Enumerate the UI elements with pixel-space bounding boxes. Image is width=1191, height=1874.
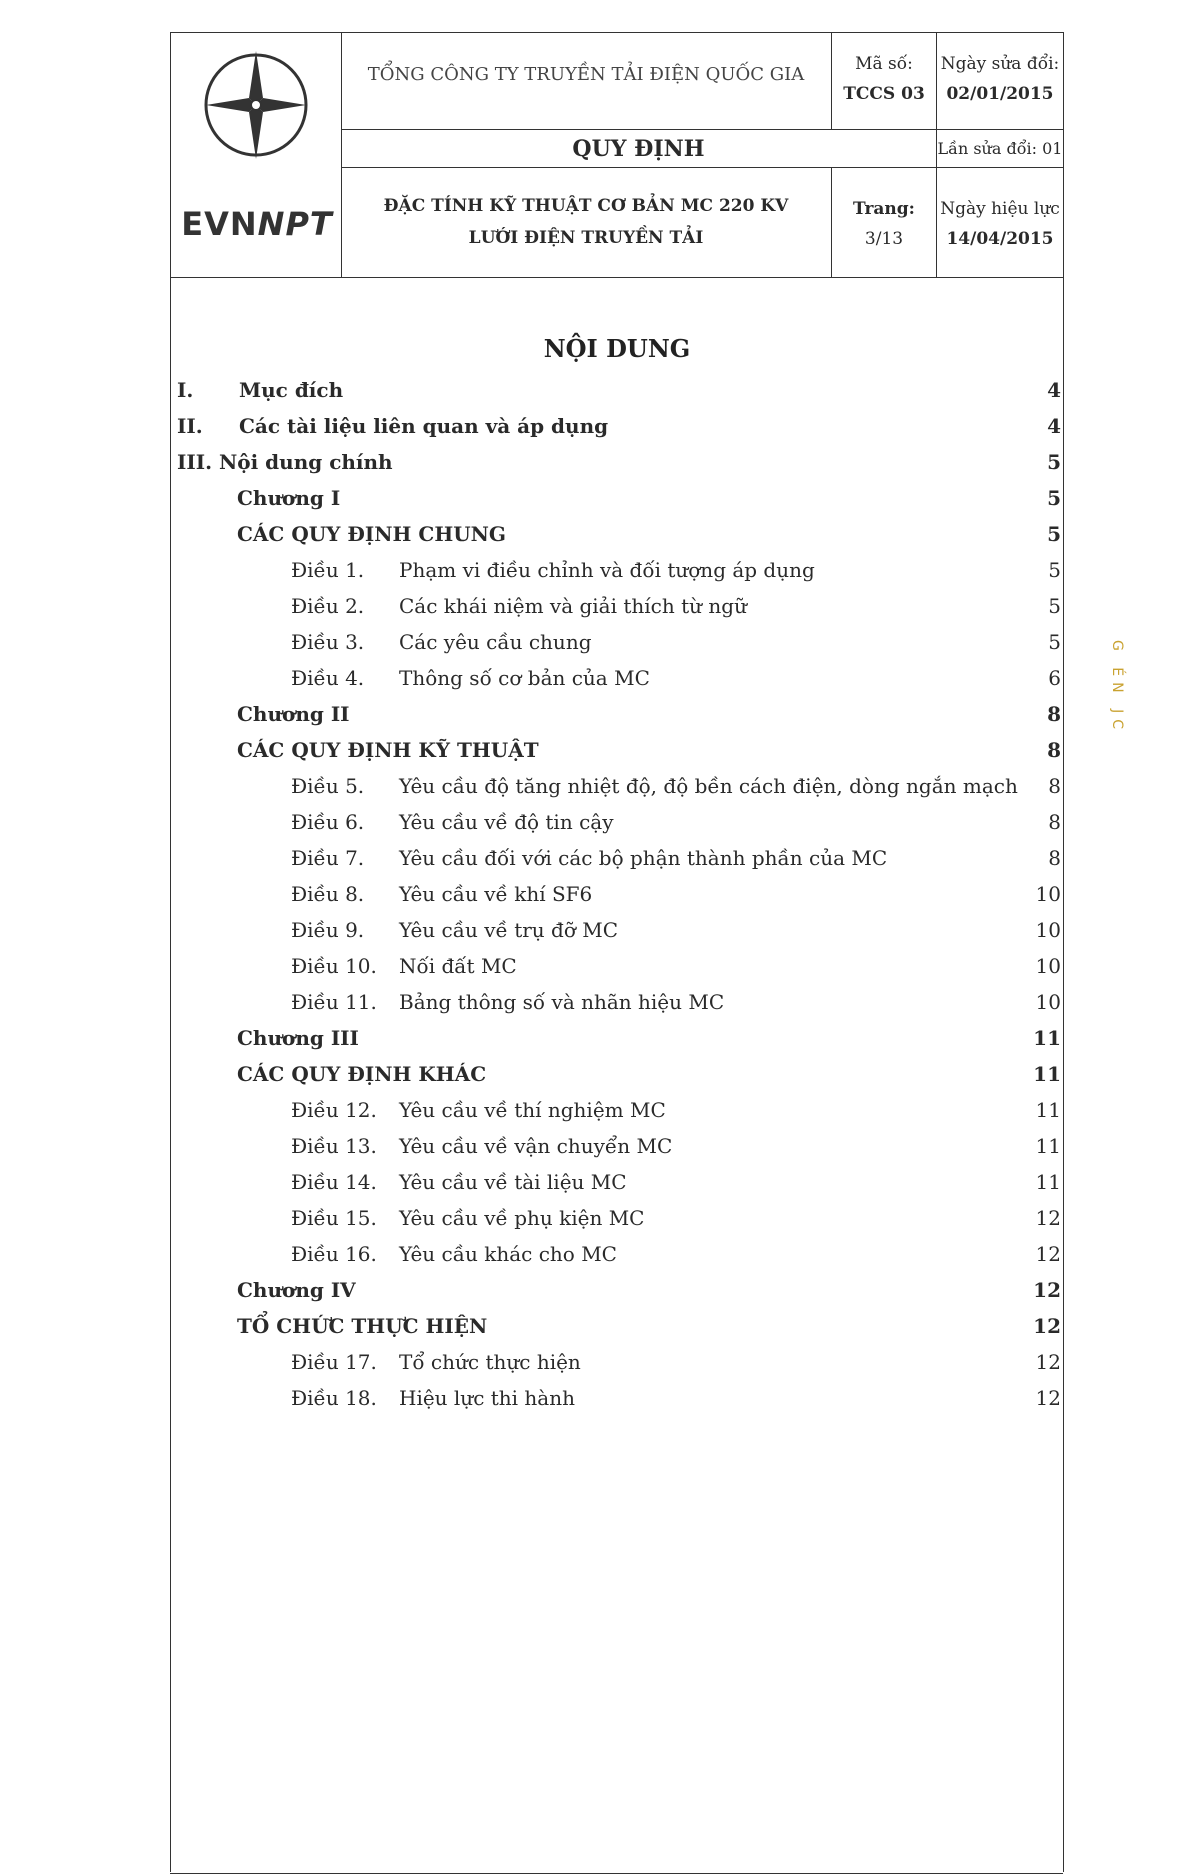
- toc-entry-text: [291, 1344, 581, 1380]
- toc-entry-page: 10: [1035, 990, 1061, 1014]
- toc-entry-title: Yêu cầu về vận chuyển MC: [399, 1134, 673, 1158]
- toc-entry-prefix: Điều 11.: [291, 990, 377, 1014]
- toc-entry[interactable]: [171, 516, 1063, 552]
- toc-entry-text: [291, 804, 614, 840]
- document-header-table: [171, 32, 1063, 278]
- toc-entry-title: Yêu cầu về thí nghiệm MC: [399, 1098, 666, 1122]
- toc-entry-prefix: Điều 4.: [291, 666, 365, 690]
- toc-entry-page: 5: [1047, 486, 1061, 510]
- toc-entry-page: 12: [1035, 1242, 1061, 1266]
- toc-entry-prefix: Điều 14.: [291, 1170, 377, 1194]
- toc-entry-title: Chương II: [237, 702, 350, 726]
- toc-entry-page: 10: [1035, 882, 1061, 906]
- toc-entry[interactable]: [171, 876, 1063, 912]
- toc-entry[interactable]: [171, 1020, 1063, 1056]
- toc-entry[interactable]: [171, 408, 1063, 444]
- toc-entry-prefix: Điều 16.: [291, 1242, 377, 1266]
- logo-wordmark: EVNNPT: [181, 205, 333, 243]
- toc-entry-page: 12: [1033, 1314, 1061, 1338]
- toc-entry-page: 5: [1047, 450, 1061, 474]
- toc-entry-page: 8: [1048, 810, 1061, 834]
- toc-entry-page: 5: [1048, 594, 1061, 618]
- toc-entry[interactable]: [171, 1380, 1063, 1416]
- toc-entry-title: Nối đất MC: [399, 954, 517, 978]
- toc-entry-title: Yêu cầu độ tăng nhiệt độ, độ bền cách điện, dòng ngắn mạch: [399, 774, 1018, 798]
- toc-entry[interactable]: [171, 624, 1063, 660]
- compass-star-logo-icon: [201, 43, 311, 193]
- code-cell: [831, 33, 936, 129]
- toc-entry-text: [291, 1128, 672, 1164]
- toc-entry-page: 11: [1033, 1062, 1061, 1086]
- toc-entry-text: [237, 516, 506, 552]
- toc-entry-text: [237, 480, 340, 516]
- toc-entry-page: 11: [1033, 1026, 1061, 1050]
- toc-entry-text: [237, 1308, 487, 1344]
- toc-entry-prefix: Điều 9.: [291, 918, 365, 942]
- revision-date-value: 02/01/2015: [946, 84, 1054, 104]
- toc-entry-title: Tổ chức thực hiện: [399, 1350, 581, 1374]
- toc-entry[interactable]: [171, 732, 1063, 768]
- toc-entry-text: [177, 408, 608, 444]
- document-type: QUY ĐỊNH: [341, 129, 936, 167]
- document-title: [341, 167, 831, 277]
- toc-entry-page: 12: [1033, 1278, 1061, 1302]
- toc-entry-title: Yêu cầu về khí SF6: [399, 882, 593, 906]
- toc-title: NỘI DUNG: [543, 334, 691, 363]
- toc-entry-prefix: Điều 12.: [291, 1098, 377, 1122]
- toc-entry-prefix: Điều 6.: [291, 810, 365, 834]
- toc-entry-text: [291, 552, 815, 588]
- toc-entry-title: Chương I: [237, 486, 341, 510]
- toc-entry-prefix: Điều 15.: [291, 1206, 377, 1230]
- toc-entry-title: Phạm vi điều chỉnh và đối tượng áp dụng: [399, 558, 815, 582]
- toc-entry-page: 12: [1035, 1206, 1061, 1230]
- toc-entry-page: 11: [1035, 1098, 1061, 1122]
- toc-entry-text: [237, 696, 350, 732]
- toc-entry[interactable]: [171, 1056, 1063, 1092]
- toc-entry-page: 6: [1048, 666, 1061, 690]
- toc-entry[interactable]: [171, 1200, 1063, 1236]
- toc-entry[interactable]: [171, 984, 1063, 1020]
- toc-entry-page: 4: [1047, 378, 1061, 402]
- toc-entry[interactable]: [171, 912, 1063, 948]
- toc-entry-prefix: Điều 2.: [291, 594, 365, 618]
- toc-entry-page: 10: [1035, 954, 1061, 978]
- revision-number: Lần sửa đổi: 01: [936, 129, 1063, 167]
- toc-entry-page: 8: [1048, 774, 1061, 798]
- toc-entry-page: 8: [1047, 738, 1061, 762]
- toc-entry-prefix: Điều 17.: [291, 1350, 377, 1374]
- document-title-line1: ĐẶC TÍNH KỸ THUẬT CƠ BẢN MC 220 KV: [383, 196, 789, 216]
- toc-entry-page: 5: [1048, 558, 1061, 582]
- toc-entry-text: [237, 1020, 359, 1056]
- toc-entry-title: Chương III: [237, 1026, 359, 1050]
- toc-entry-prefix: II.: [177, 414, 203, 438]
- toc-entry-prefix: Điều 13.: [291, 1134, 377, 1158]
- effective-date-label: Ngày hiệu lực: [940, 199, 1060, 219]
- toc-entry-text: [291, 984, 724, 1020]
- toc-entry-prefix: Điều 8.: [291, 882, 365, 906]
- toc-entry[interactable]: [171, 1272, 1063, 1308]
- page-cell: [831, 167, 936, 277]
- toc-entry[interactable]: [171, 1164, 1063, 1200]
- toc-entry-text: [291, 840, 887, 876]
- toc-entry-title: Yêu cầu về phụ kiện MC: [399, 1206, 645, 1230]
- toc-entry[interactable]: [171, 588, 1063, 624]
- toc-entry-prefix: Điều 7.: [291, 846, 365, 870]
- toc-entry-title: Yêu cầu về độ tin cậy: [399, 810, 614, 834]
- effective-date-value: 14/04/2015: [946, 229, 1054, 249]
- toc-entry-page: 12: [1035, 1350, 1061, 1374]
- toc-entry-title: Yêu cầu về trụ đỡ MC: [399, 918, 619, 942]
- toc-entry-prefix: Điều 10.: [291, 954, 377, 978]
- toc-entry-page: 11: [1035, 1170, 1061, 1194]
- toc-entry-prefix: Điều 3.: [291, 630, 365, 654]
- toc-entry-text: [177, 372, 343, 408]
- toc-entry-title: Các tài liệu liên quan và áp dụng: [239, 414, 609, 438]
- toc-entry-title: Hiệu lực thi hành: [399, 1386, 575, 1410]
- toc-entry-text: [291, 1164, 627, 1200]
- organization-name: TỔNG CÔNG TY TRUYỀN TẢI ĐIỆN QUỐC GIA: [367, 64, 805, 85]
- toc-entry-page: 8: [1047, 702, 1061, 726]
- revision-date-cell: [936, 33, 1063, 129]
- toc-entry-text: [177, 444, 393, 480]
- code-label: Mã số:: [855, 54, 913, 74]
- toc-entry-title: Các yêu cầu chung: [399, 630, 592, 654]
- toc-entry-title: Bảng thông số và nhãn hiệu MC: [399, 990, 725, 1014]
- toc-entry-text: [291, 624, 592, 660]
- toc-entry[interactable]: [171, 552, 1063, 588]
- toc-entry[interactable]: [171, 660, 1063, 696]
- toc-entry-text: [291, 1380, 575, 1416]
- toc-entry-page: 11: [1035, 1134, 1061, 1158]
- toc-entry-text: [291, 768, 1018, 804]
- toc-entry-title: Mục đích: [239, 378, 344, 402]
- toc-entry[interactable]: [171, 840, 1063, 876]
- toc-entry[interactable]: [171, 1344, 1063, 1380]
- toc-entry[interactable]: [171, 372, 1063, 408]
- toc-entry-title: III. Nội dung chính: [177, 450, 393, 474]
- toc-entry-title: Yêu cầu khác cho MC: [399, 1242, 617, 1266]
- effective-date-cell: [936, 167, 1063, 277]
- toc-entry-text: [237, 1056, 486, 1092]
- toc-entry[interactable]: [171, 804, 1063, 840]
- toc-entry-title: Các khái niệm và giải thích từ ngữ: [399, 594, 747, 618]
- toc-entry-title: Yêu cầu đối với các bộ phận thành phần của MC: [399, 846, 888, 870]
- toc-entry-page: 8: [1048, 846, 1061, 870]
- table-of-contents: [171, 372, 1063, 1416]
- toc-entry-text: [291, 588, 747, 624]
- toc-entry[interactable]: [171, 1092, 1063, 1128]
- toc-entry-text: [291, 1200, 645, 1236]
- toc-entry-title: Yêu cầu về tài liệu MC: [399, 1170, 627, 1194]
- toc-entry[interactable]: [171, 696, 1063, 732]
- toc-entry[interactable]: [171, 1236, 1063, 1272]
- toc-entry[interactable]: [171, 1308, 1063, 1344]
- toc-entry-text: [237, 732, 539, 768]
- toc-entry-text: [291, 948, 517, 984]
- toc-entry-text: [291, 1092, 666, 1128]
- toc-entry[interactable]: [171, 1128, 1063, 1164]
- toc-entry-prefix: I.: [177, 378, 194, 402]
- toc-entry-title: TỔ CHỨC THỰC HIỆN: [237, 1314, 488, 1338]
- toc-entry-title: CÁC QUY ĐỊNH CHUNG: [237, 522, 507, 546]
- page-value: 3/13: [864, 229, 904, 249]
- toc-entry-title: Chương IV: [237, 1278, 356, 1302]
- toc-entry-title: Thông số cơ bản của MC: [399, 666, 650, 690]
- toc-entry[interactable]: [171, 444, 1063, 480]
- margin-stamp-mark: G ÉN JC: [1109, 640, 1125, 735]
- logo-cell: [171, 33, 342, 277]
- revision-date-label: Ngày sửa đổi:: [940, 54, 1060, 74]
- toc-entry-title: CÁC QUY ĐỊNH KỸ THUẬT: [237, 738, 539, 762]
- toc-entry-page: 10: [1035, 918, 1061, 942]
- code-value: TCCS 03: [843, 84, 925, 104]
- toc-entry-text: [291, 912, 618, 948]
- toc-entry-prefix: Điều 1.: [291, 558, 365, 582]
- toc-entry-page: 12: [1035, 1386, 1061, 1410]
- toc-entry[interactable]: [171, 768, 1063, 804]
- toc-entry-prefix: Điều 5.: [291, 774, 365, 798]
- toc-entry-page: 4: [1047, 414, 1061, 438]
- toc-entry[interactable]: [171, 948, 1063, 984]
- toc-entry-prefix: Điều 18.: [291, 1386, 377, 1410]
- toc-entry-page: 5: [1048, 630, 1061, 654]
- toc-entry-text: [291, 1236, 617, 1272]
- document-page: [170, 32, 1064, 1872]
- toc-entry[interactable]: [171, 480, 1063, 516]
- toc-entry-text: [291, 660, 650, 696]
- document-title-line2: LƯỚI ĐIỆN TRUYỀN TẢI: [468, 228, 704, 248]
- toc-entry-page: 5: [1047, 522, 1061, 546]
- toc-entry-text: [237, 1272, 356, 1308]
- toc-entry-title: CÁC QUY ĐỊNH KHÁC: [237, 1062, 487, 1086]
- toc-entry-text: [291, 876, 592, 912]
- page-label: Trang:: [853, 199, 915, 219]
